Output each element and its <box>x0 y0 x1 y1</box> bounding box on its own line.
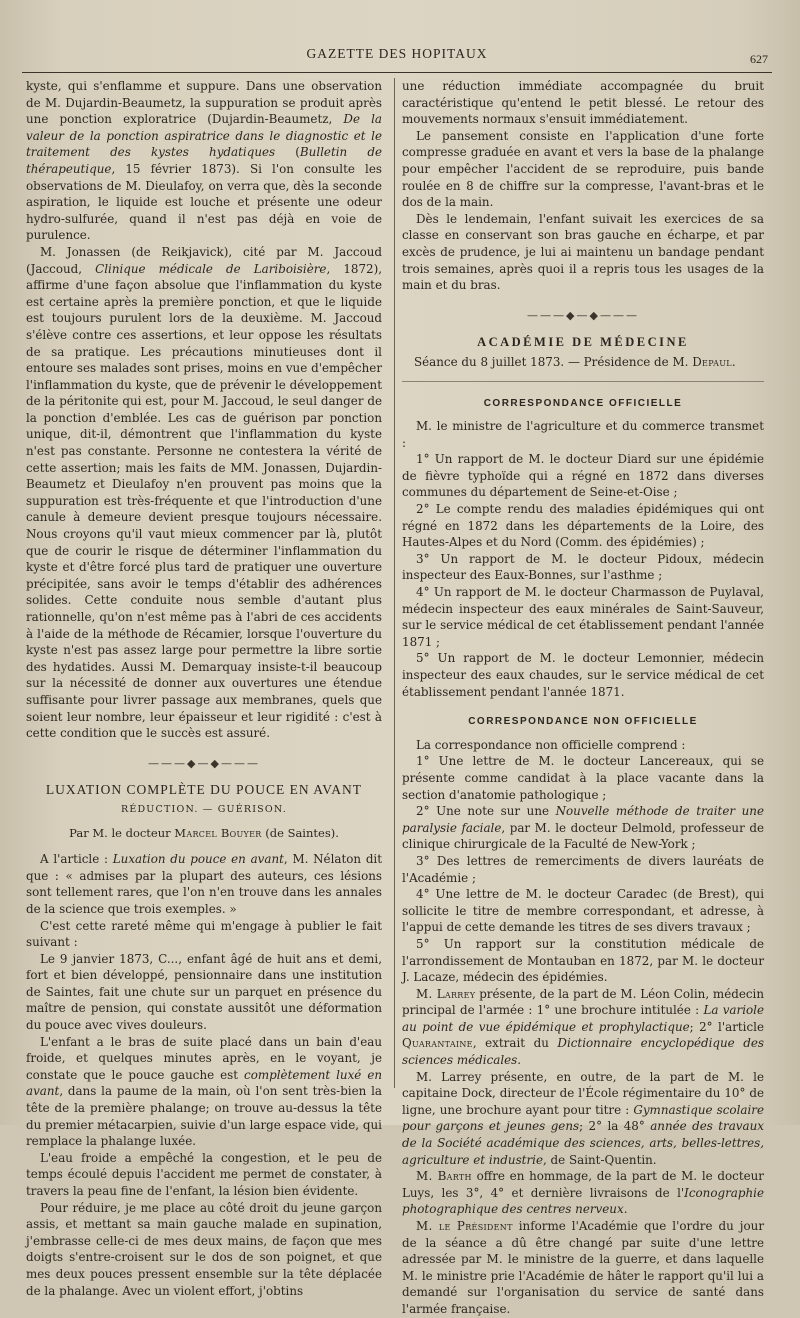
paragraph: 5° Un rapport sur la constitution médicale de l'arrondissement de Montauban en 1872, par M. le docteur J. Lacaze, médecin des épidémies. <box>402 936 764 985</box>
paragraph: M. Larrey présente, en outre, de la part de M. le capitaine Dock, directeur de l'École régimentaire du 10° de ligne, une brochure ayant pour titre : Gymnastique scolaire pour garçons et jeunes gens; 2° la 48° année des travaux de la Société académique des sciences, arts, belles-lettres, agriculture et industrie, de Saint-Quentin. <box>402 1069 764 1167</box>
paragraph: 5° Un rapport de M. le docteur Lemonnier, médecin inspecteur des eaux chaudes, sur le service médical de cet établissement pendant l'année 1871. <box>402 651 764 699</box>
column-divider <box>394 78 395 1088</box>
article-subtitle: RÉDUCTION. — GUÉRISON. <box>121 803 287 815</box>
separator <box>402 381 764 382</box>
paragraph: M. Barth offre en hommage, de la part de M. le docteur Luys, les 3°, 4° et dernière livraisons de l'Iconographie photographique des centres nerveux. <box>402 1169 764 1217</box>
paragraph: 4° Un rapport de M. le docteur Charmasson de Puylaval, médecin inspecteur des eaux minérales de Saint-Sauveur, sur le service médical de cet établissement pendant l'année 1871 ; <box>402 585 764 649</box>
left-column <box>26 78 383 1298</box>
paragraph: Le pansement consiste en l'application d'une forte compresse graduée en avant et vers la base de la phalange pour empêcher l'accident de se reproduire, puis bande roulée en 8 de chiffre sur la compresse, l'avant-bras et le dos de la main. <box>402 128 764 210</box>
paragraph: une réduction immédiate accompagnée du bruit caractéristique qu'entend le petit blessé. Le retour des mouvements normaux s'ensuit immédiatement. <box>402 79 764 127</box>
paragraph: C'est cette rareté même qui m'engage à publier le fait suivant : <box>26 918 382 950</box>
page-number: 627 <box>750 52 768 66</box>
academy-title: ACADÉMIE DE MÉDECINE <box>477 335 689 350</box>
paragraph: Pour réduire, je me place au côté droit du jeune garçon assis, et mettant sa main gauche malade en supination, j'embrasse celle-ci de mes deux mains, de façon que mes doigts s'entre-croisent sur le dos de son poignet, et que mes deux pouces pressent ensemble sur la tête déplacée de la phalange. Avec un violent effort, j'obtins <box>26 1200 382 1298</box>
paragraph: Le 9 janvier 1873, C..., enfant âgé de huit ans et demi, fort et bien développé, pensionnaire dans une institution de Saintes, fait une chute sur un parquet en présence du maître de pension, qui constate aussitôt une déformation du pouce avec vives douleurs. <box>26 951 382 1033</box>
header-rule <box>22 72 772 73</box>
page-header <box>22 44 772 68</box>
paragraph: 1° Un rapport de M. le docteur Diard sur une épidémie de fièvre typhoïde qui a régné en 1872 dans diverses communes du département de Seine-et-Oise ; <box>402 452 764 500</box>
paragraph: M. le ministre de l'agriculture et du commerce transmet : <box>402 419 764 450</box>
session-line: Séance du 8 juillet 1873. — Présidence de M. Depaul. <box>414 354 736 369</box>
paragraph: 3° Des lettres de remerciments de divers lauréats de l'Académie ; <box>402 853 764 885</box>
paragraph: L'eau froide a empêché la congestion, et le peu de temps écoulé depuis l'accident me permet de constater, à travers la peau fine de l'enfant, la lésion bien évidente. <box>26 1150 382 1198</box>
non-official-correspondence-heading: CORRESPONDANCE NON OFFICIELLE <box>468 716 698 728</box>
paragraph: 2° Le compte rendu des maladies épidémiques qui ont régné en 1872 dans les départements de la Loire, des Hautes-Alpes et du Nord (Comm. des épidémies) ; <box>402 502 764 550</box>
paragraph: kyste, qui s'enflamme et suppure. Dans une observation de M. Dujardin-Beaumetz, la suppuration se produit après une ponction exploratrice (Dujardin-Beaumetz, De la valeur de la ponction aspiratrice dans le diagnostic et le traitement des kystes hydatiques (Bulletin de thérapeutique, 15 février 1873). Si l'on consulte les observations de M. Dieulafoy, on verra que, dès la seconde aspiration, le liquide est louche et présente une odeur hydro-sulfurée, quand il n'est pas déjà en voie de purulence. <box>26 79 382 243</box>
section-ornament: ———◆—◆——— <box>148 756 260 770</box>
paragraph: La correspondance non officielle comprend : <box>416 737 686 752</box>
paragraph: 4° Une lettre de M. le docteur Caradec (de Brest), qui sollicite le titre de membre correspondant, et adresse, à l'appui de cette demande les titres de ses divers travaux ; <box>402 887 764 935</box>
article-title: LUXATION COMPLÈTE DU POUCE EN AVANT <box>45 782 363 798</box>
paragraph: M. le Président informe l'Académie que l'ordre du jour de la séance a dû être changé par suite d'une lettre adressée par M. le ministre de la guerre, et dans laquelle M. le ministre prie l'Académie de hâter le rapport qu'il lui a demandé sur l'organisation du service de santé dans l'armée française. <box>402 1219 764 1316</box>
official-correspondence-heading: CORRESPONDANCE OFFICIELLE <box>483 397 683 409</box>
paragraph: 2° Une note sur une Nouvelle méthode de traiter une paralysie faciale, par M. le docteur Delmold, professeur de clinique chirurgicale de la Faculté de New-York ; <box>402 804 764 852</box>
paragraph: M. Larrey présente, de la part de M. Léon Colin, médecin principal de l'armée : 1° une brochure intitulée : La variole au point de vue épidémique et prophylactique; 2° l'article Quarantaine, extrait du Dictionnaire encyclopédique des sciences médicales. <box>402 986 765 1068</box>
paragraph: 3° Un rapport de M. le docteur Pidoux, médecin inspecteur des Eaux-Bonnes, sur l'asthme ; <box>402 551 764 583</box>
article-byline: Par M. le docteur Marcel Bouyer (de Saintes). <box>69 825 339 840</box>
paragraph: L'enfant a le bras de suite placé dans un bain d'eau froide, et quelques minutes après, en le voyant, je constate que le pouce gauche est complètement luxé en avant, dans la paume de la main, où l'on sent très-bien la tête de la première phalange; on trouve au-dessus la tête du premier métacarpien, suivie d'un large espace vide, qui remplace la phalange luxée. <box>26 1034 383 1149</box>
section-ornament: ———◆—◆——— <box>527 308 639 322</box>
paragraph: 1° Une lettre de M. le docteur Lancereaux, qui se présente comme candidat à la place vacante dans la section d'anatomie pathologique ; <box>402 754 764 802</box>
journal-title: GAZETTE DES HOPITAUX <box>306 46 488 61</box>
right-column <box>402 78 765 1316</box>
paragraph: A l'article : Luxation du pouce en avant, M. Nélaton dit que : « admises par la plupart des auteurs, ces lésions sont tellement rares, que l'on n'en trouve dans les annales de la science que trois exemples. » <box>26 852 383 916</box>
paragraph: M. Jonassen (de Reikjavick), cité par M. Jaccoud (Jaccoud, Clinique médicale de Lariboisière, 1872), affirme d'une façon absolue que l'inflammation du kyste est certaine après la première ponction, et que le liquide est toujours purulent lors de la deuxième. M. Jaccoud s'élève contre ces assertions, et leur oppose les résultats de sa pratique. Les précautions minutieuses dont il entoure ses malades sont prises, moins en vue d'empêcher l'inflammation du kyste, que de prévenir le développement de la péritonite qui est, pour M. Jaccoud, le seul danger de la ponction d'emblée. Les cas de guérison par ponction unique, dit-il, démontrent que l'inflammation du kyste n'est pas constante. Personne ne contestera la vérité de cette assertion; mais les faits de MM. Jonassen, Dujardin-Beaumetz et Dieulafoy n'en prouvent pas moins que la suppuration est très-fréquente et que l'introduction d'une canule à demeure devient presque toujours nécessaire. Nous croyons qu'il vaut mieux commencer par là, plutôt que de courir le risque de déterminer l'inflammation du kyste et d'être forcé plus tard de pratiquer une ouverture précipitée, sans avoir le temps d'établir des adhérences solides. Cette conduite nous semble d'autant plus rationnelle, qu'on n'est même pas à l'abri de ces accidents à l'aide de la méthode de Récamier, lorsque l'ouverture du kyste n'est pas assez large pour permettre la libre sortie des hydatides. Aussi M. Demarquay insiste-t-il beaucoup sur la nécessité de donner aux ouvertures une étendue suffisante pour livrer passage aux membranes, quels que soient leur nombre, leur épaisseur et leur rigidité : c'est à cette condition que le succès est assuré. <box>26 244 382 741</box>
paragraph: Dès le lendemain, l'enfant suivait les exercices de sa classe en conservant son bras gauche en écharpe, et par excès de prudence, je lui ai maintenu un bandage pendant trois semaines, après quoi il a repris tous les usages de la main et du bras. <box>402 211 764 293</box>
